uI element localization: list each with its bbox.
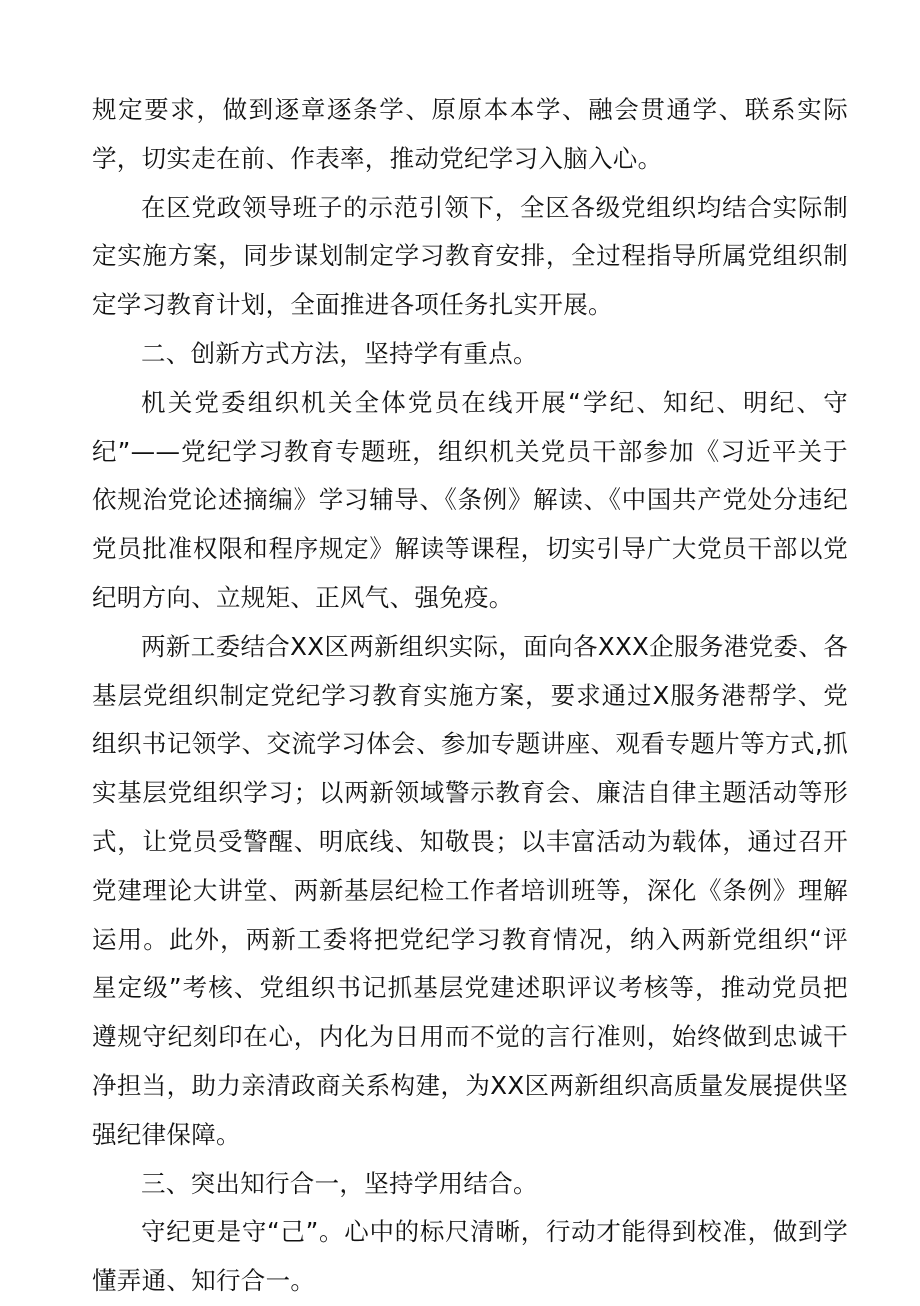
paragraph-two-new-work-committee: 两新工委结合XX区两新组织实际，面向各XXX企服务港党委、各基层党组织制定党纪学习教育实施方案，要求通过X服务港帮学、党组织书记领学、交流学习体会、参加专题讲座、观看专题片等方式,抓实基层党组织学习；以两新领域警示教育会、廉洁自律主题活动等形式，让党员受警醒、明底线、知敬畏；以丰富活动为载体，通过召开党建理论大讲堂、两新基层纪检工作者培训班等，深化《条例》理解运用。此外，两新工委将把党纪学习教育情况，纳入两新党组织“评星定级”考核、党组织书记抓基层党建述职评议考核等，推动党员把遵规守纪刻印在心，内化为日用而不觉的言行准则，始终做到忠诚干净担当，助力亲清政商关系构建，为XX区两新组织高质量发展提供坚强纪律保障。: [92, 631, 848, 1149]
paragraph-continuation: 规定要求，做到逐章逐条学、原原本本学、融会贯通学、联系实际学，切实走在前、作表率，推动党纪学习入脑入心。: [92, 95, 848, 173]
paragraph-self-discipline: 守纪更是守“己”。心中的标尺清晰，行动才能得到校准，做到学懂弄通、知行合一。: [92, 1217, 848, 1296]
section-heading-two: 二、创新方式方法，坚持学有重点。: [141, 338, 538, 368]
document-body: [92, 86, 848, 1306]
paragraph-leadership-guidance: 在区党政领导班子的示范引领下，全区各级党组织均结合实际制定实施方案，同步谋划制定学习教育安排，全过程指导所属党组织制定学习教育计划，全面推进各项任务扎实开展。: [92, 192, 848, 320]
section-heading-three: 三、突出知行合一，坚持学用结合。: [141, 1168, 538, 1198]
paragraph-agency-party-committee: 机关党委组织机关全体党员在线开展“学纪、知纪、明纪、守纪”——党纪学习教育专题班，组织机关党员干部参加《习近平关于依规治党论述摘编》学习辅导、《条例》解读、《中国共产党处分违纪党员批准权限和程序规定》解读等课程，切实引导广大党员干部以党纪明方向、立规矩、正风气、强免疫。: [92, 387, 848, 612]
